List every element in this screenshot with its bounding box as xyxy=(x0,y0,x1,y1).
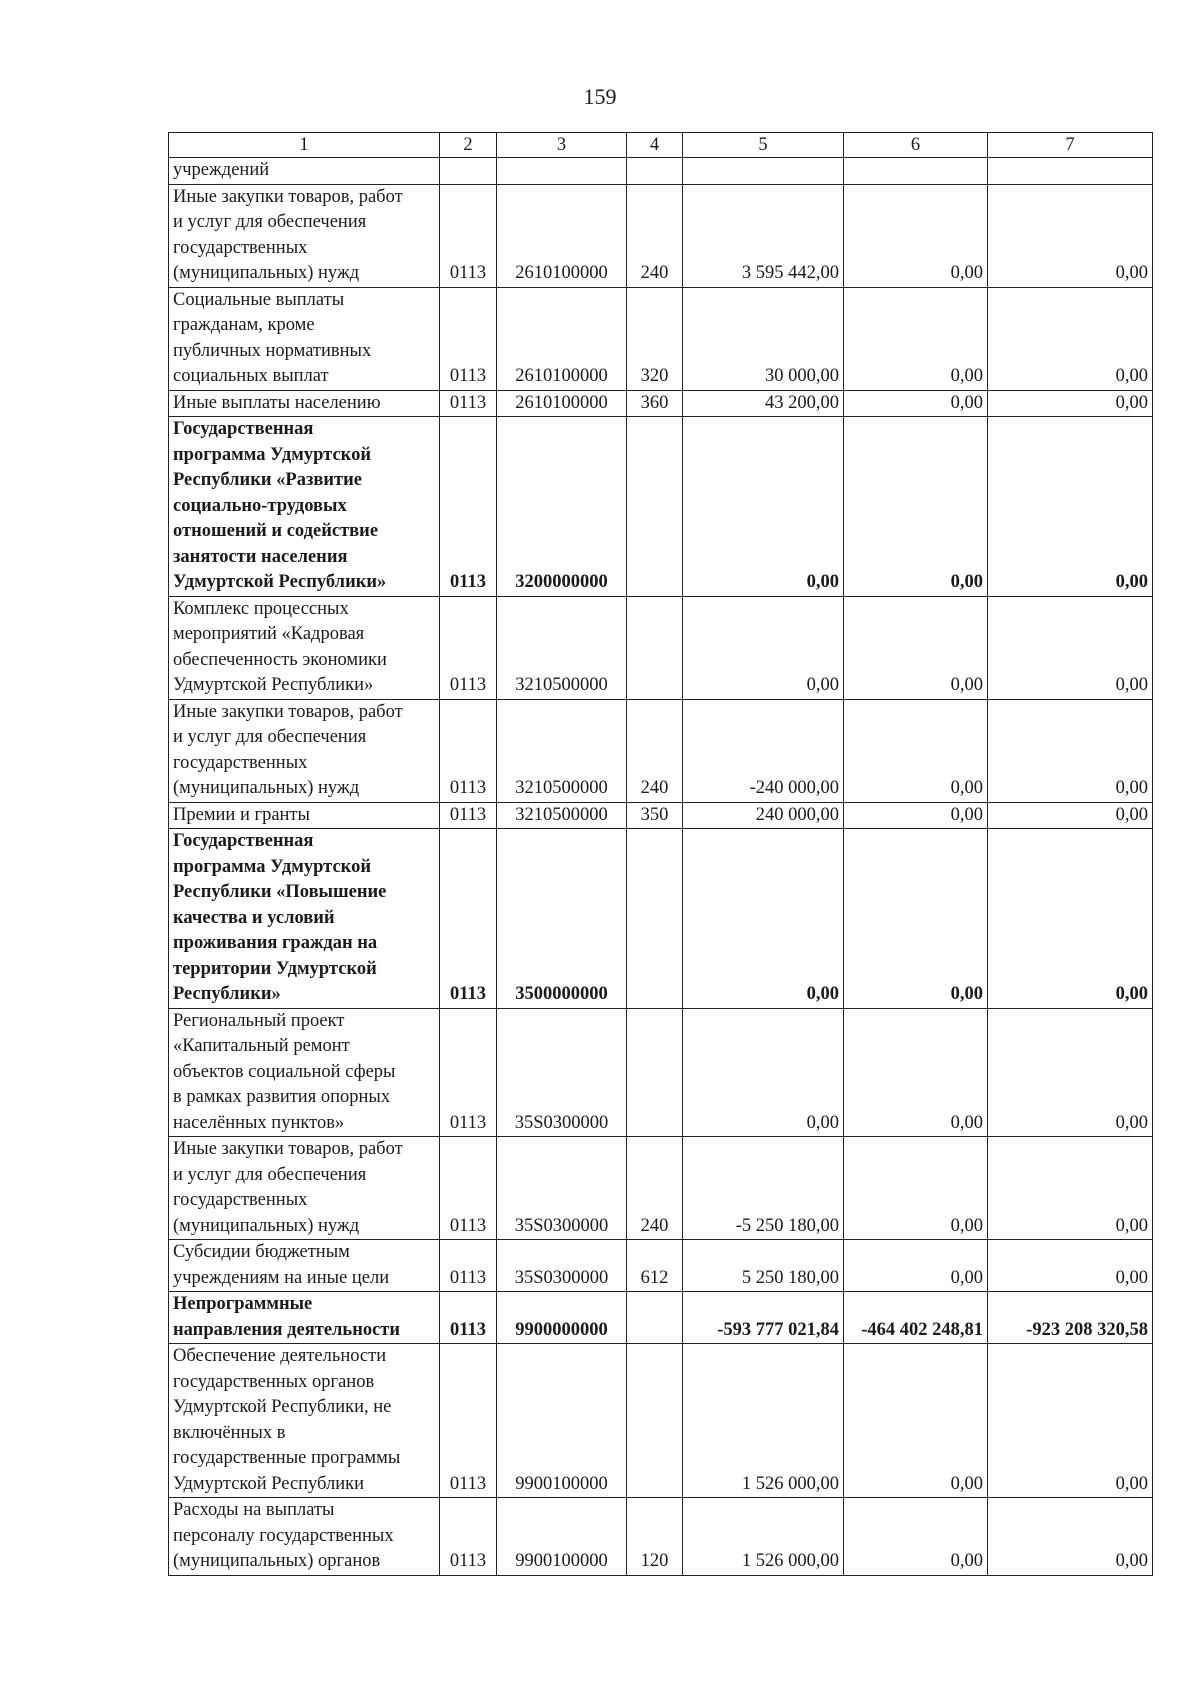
row-amount-col5: 3 595 442,00 xyxy=(683,184,844,287)
row-description-text: Иные закупки товаров, работ и услуг для обеспечения государственных (муниципальных) нужд xyxy=(173,186,403,283)
table-row xyxy=(169,802,1153,829)
row-expense-type: 350 xyxy=(627,802,683,829)
row-description xyxy=(169,1240,440,1292)
header-cell-4: 4 xyxy=(627,133,683,158)
row-expense-type xyxy=(627,1344,683,1498)
row-amount-col6: 0,00 xyxy=(844,802,988,829)
row-target-code: 35S0300000 xyxy=(497,1008,627,1137)
row-expense-type xyxy=(627,417,683,597)
row-target-code: 35S0300000 xyxy=(497,1240,627,1292)
row-amount-col5: 1 526 000,00 xyxy=(683,1498,844,1576)
row-description-text: Иные выплаты населению xyxy=(173,392,381,413)
row-amount-col7: 0,00 xyxy=(988,829,1153,1009)
row-description-text: Расходы на выплаты персоналу государственных (муниципальных) органов xyxy=(173,1500,394,1571)
row-section-code: 0113 xyxy=(440,699,497,802)
table-row xyxy=(169,1137,1153,1240)
header-cell-2: 2 xyxy=(440,133,497,158)
row-target-code: 3210500000 xyxy=(497,596,627,699)
table-row xyxy=(169,184,1153,287)
row-target-code: 35S0300000 xyxy=(497,1137,627,1240)
row-description xyxy=(169,184,440,287)
row-section-code: 0113 xyxy=(440,1240,497,1292)
row-description xyxy=(169,417,440,597)
row-amount-col7: 0,00 xyxy=(988,1498,1153,1576)
row-description-text: Комплекс процессных мероприятий «Кадровая обеспеченность экономики Удмуртской Республики» xyxy=(173,598,387,695)
row-amount-col6: 0,00 xyxy=(844,1498,988,1576)
row-description-text: Иные закупки товаров, работ и услуг для обеспечения государственных (муниципальных) нужд xyxy=(173,1139,403,1236)
row-amount-col6: 0,00 xyxy=(844,1137,988,1240)
row-description xyxy=(169,1137,440,1240)
row-expense-type xyxy=(627,158,683,185)
table-row xyxy=(169,390,1153,417)
row-expense-type: 320 xyxy=(627,287,683,390)
table-row xyxy=(169,287,1153,390)
row-expense-type: 360 xyxy=(627,390,683,417)
row-amount-col7: 0,00 xyxy=(988,1137,1153,1240)
row-description xyxy=(169,699,440,802)
row-description-text: Обеспечение деятельности государственных органов Удмуртской Республики, не включённых в государственные программы Удмуртской Республики xyxy=(173,1346,401,1494)
row-amount-col6: -464 402 248,81 xyxy=(844,1292,988,1344)
row-target-code: 2610100000 xyxy=(497,390,627,417)
row-amount-col6: 0,00 xyxy=(844,287,988,390)
row-amount-col5: 0,00 xyxy=(683,1008,844,1137)
row-amount-col6: 0,00 xyxy=(844,1344,988,1498)
row-amount-col7: 0,00 xyxy=(988,417,1153,597)
row-description xyxy=(169,158,440,185)
row-target-code: 3500000000 xyxy=(497,829,627,1009)
row-description-text: Государственная программа Удмуртской Республики «Развитие социально-трудовых отношений и содействие занятости населения Удмуртской Республики» xyxy=(173,419,387,592)
table-row xyxy=(169,1498,1153,1576)
row-description-text: Социальные выплаты гражданам, кроме публичных нормативных социальных выплат xyxy=(173,289,372,386)
row-description-text: Иные закупки товаров, работ и услуг для обеспечения государственных (муниципальных) нужд xyxy=(173,701,403,798)
row-target-code: 9900000000 xyxy=(497,1292,627,1344)
header-cell-3: 3 xyxy=(497,133,627,158)
row-amount-col6: 0,00 xyxy=(844,390,988,417)
row-amount-col6: 0,00 xyxy=(844,1008,988,1137)
row-expense-type: 120 xyxy=(627,1498,683,1576)
row-target-code: 2610100000 xyxy=(497,287,627,390)
table-row xyxy=(169,158,1153,185)
row-description-text: Субсидии бюджетным учреждениям на иные цели xyxy=(173,1242,390,1288)
row-amount-col6: 0,00 xyxy=(844,1240,988,1292)
row-description-text: Региональный проект «Капитальный ремонт объектов социальной сферы в рамках развития опорных населённых пунктов» xyxy=(173,1010,396,1133)
row-amount-col7: 0,00 xyxy=(988,184,1153,287)
row-expense-type: 240 xyxy=(627,699,683,802)
row-section-code: 0113 xyxy=(440,596,497,699)
row-description xyxy=(169,1292,440,1344)
row-target-code: 9900100000 xyxy=(497,1498,627,1576)
row-description-text: учреждений xyxy=(173,160,270,180)
row-target-code: 2610100000 xyxy=(497,184,627,287)
row-expense-type: 240 xyxy=(627,1137,683,1240)
row-amount-col6: 0,00 xyxy=(844,417,988,597)
row-amount-col7 xyxy=(988,158,1153,185)
row-target-code: 3210500000 xyxy=(497,802,627,829)
row-section-code: 0113 xyxy=(440,829,497,1009)
row-description-text: Государственная программа Удмуртской Республики «Повышение качества и условий проживания граждан на территории Удмуртской Республики» xyxy=(173,831,387,1004)
budget-table xyxy=(168,132,1153,1576)
row-amount-col5: -5 250 180,00 xyxy=(683,1137,844,1240)
row-section-code: 0113 xyxy=(440,1008,497,1137)
header-cell-5: 5 xyxy=(683,133,844,158)
row-description xyxy=(169,829,440,1009)
row-expense-type xyxy=(627,1292,683,1344)
row-section-code: 0113 xyxy=(440,1292,497,1344)
row-amount-col7: 0,00 xyxy=(988,1008,1153,1137)
table-row xyxy=(169,1008,1153,1137)
table-row xyxy=(169,829,1153,1009)
row-amount-col7: 0,00 xyxy=(988,1240,1153,1292)
page-number: 159 xyxy=(583,84,617,109)
row-expense-type xyxy=(627,829,683,1009)
row-target-code xyxy=(497,158,627,185)
table-row xyxy=(169,1344,1153,1498)
table-row xyxy=(169,699,1153,802)
row-section-code: 0113 xyxy=(440,287,497,390)
row-target-code: 3200000000 xyxy=(497,417,627,597)
row-expense-type xyxy=(627,1008,683,1137)
row-amount-col7: 0,00 xyxy=(988,699,1153,802)
row-section-code: 0113 xyxy=(440,802,497,829)
row-amount-col7: 0,00 xyxy=(988,287,1153,390)
row-amount-col5 xyxy=(683,158,844,185)
row-target-code: 9900100000 xyxy=(497,1344,627,1498)
row-amount-col5: -593 777 021,84 xyxy=(683,1292,844,1344)
row-amount-col6: 0,00 xyxy=(844,184,988,287)
row-description-text: Премии и гранты xyxy=(173,804,310,825)
row-description-text: Непрограммные направления деятельности xyxy=(173,1294,401,1340)
header-cell-7: 7 xyxy=(988,133,1153,158)
row-amount-col5: 5 250 180,00 xyxy=(683,1240,844,1292)
row-amount-col7: 0,00 xyxy=(988,802,1153,829)
table-row xyxy=(169,417,1153,597)
row-description xyxy=(169,1344,440,1498)
row-section-code: 0113 xyxy=(440,184,497,287)
row-amount-col5: 30 000,00 xyxy=(683,287,844,390)
row-description xyxy=(169,1498,440,1576)
row-amount-col5: 1 526 000,00 xyxy=(683,1344,844,1498)
table-row xyxy=(169,596,1153,699)
row-expense-type: 612 xyxy=(627,1240,683,1292)
header-cell-1: 1 xyxy=(169,133,440,158)
row-amount-col5: 0,00 xyxy=(683,417,844,597)
row-amount-col6: 0,00 xyxy=(844,596,988,699)
row-amount-col5: 240 000,00 xyxy=(683,802,844,829)
row-description xyxy=(169,390,440,417)
row-amount-col7: -923 208 320,58 xyxy=(988,1292,1153,1344)
row-description xyxy=(169,802,440,829)
row-section-code: 0113 xyxy=(440,1344,497,1498)
table-row xyxy=(169,1292,1153,1344)
row-target-code: 3210500000 xyxy=(497,699,627,802)
row-expense-type xyxy=(627,596,683,699)
row-section-code: 0113 xyxy=(440,417,497,597)
row-section-code: 0113 xyxy=(440,1137,497,1240)
row-amount-col7: 0,00 xyxy=(988,1344,1153,1498)
row-amount-col5: 43 200,00 xyxy=(683,390,844,417)
row-description xyxy=(169,1008,440,1137)
header-cell-6: 6 xyxy=(844,133,988,158)
row-amount-col6: 0,00 xyxy=(844,699,988,802)
row-amount-col6 xyxy=(844,158,988,185)
row-description xyxy=(169,596,440,699)
row-amount-col7: 0,00 xyxy=(988,390,1153,417)
table-header-row xyxy=(169,133,1153,158)
row-section-code: 0113 xyxy=(440,1498,497,1576)
row-section-code: 0113 xyxy=(440,390,497,417)
row-amount-col6: 0,00 xyxy=(844,829,988,1009)
row-section-code xyxy=(440,158,497,185)
table-row xyxy=(169,1240,1153,1292)
row-amount-col5: 0,00 xyxy=(683,596,844,699)
row-amount-col5: -240 000,00 xyxy=(683,699,844,802)
row-amount-col7: 0,00 xyxy=(988,596,1153,699)
row-description xyxy=(169,287,440,390)
row-expense-type: 240 xyxy=(627,184,683,287)
row-amount-col5: 0,00 xyxy=(683,829,844,1009)
